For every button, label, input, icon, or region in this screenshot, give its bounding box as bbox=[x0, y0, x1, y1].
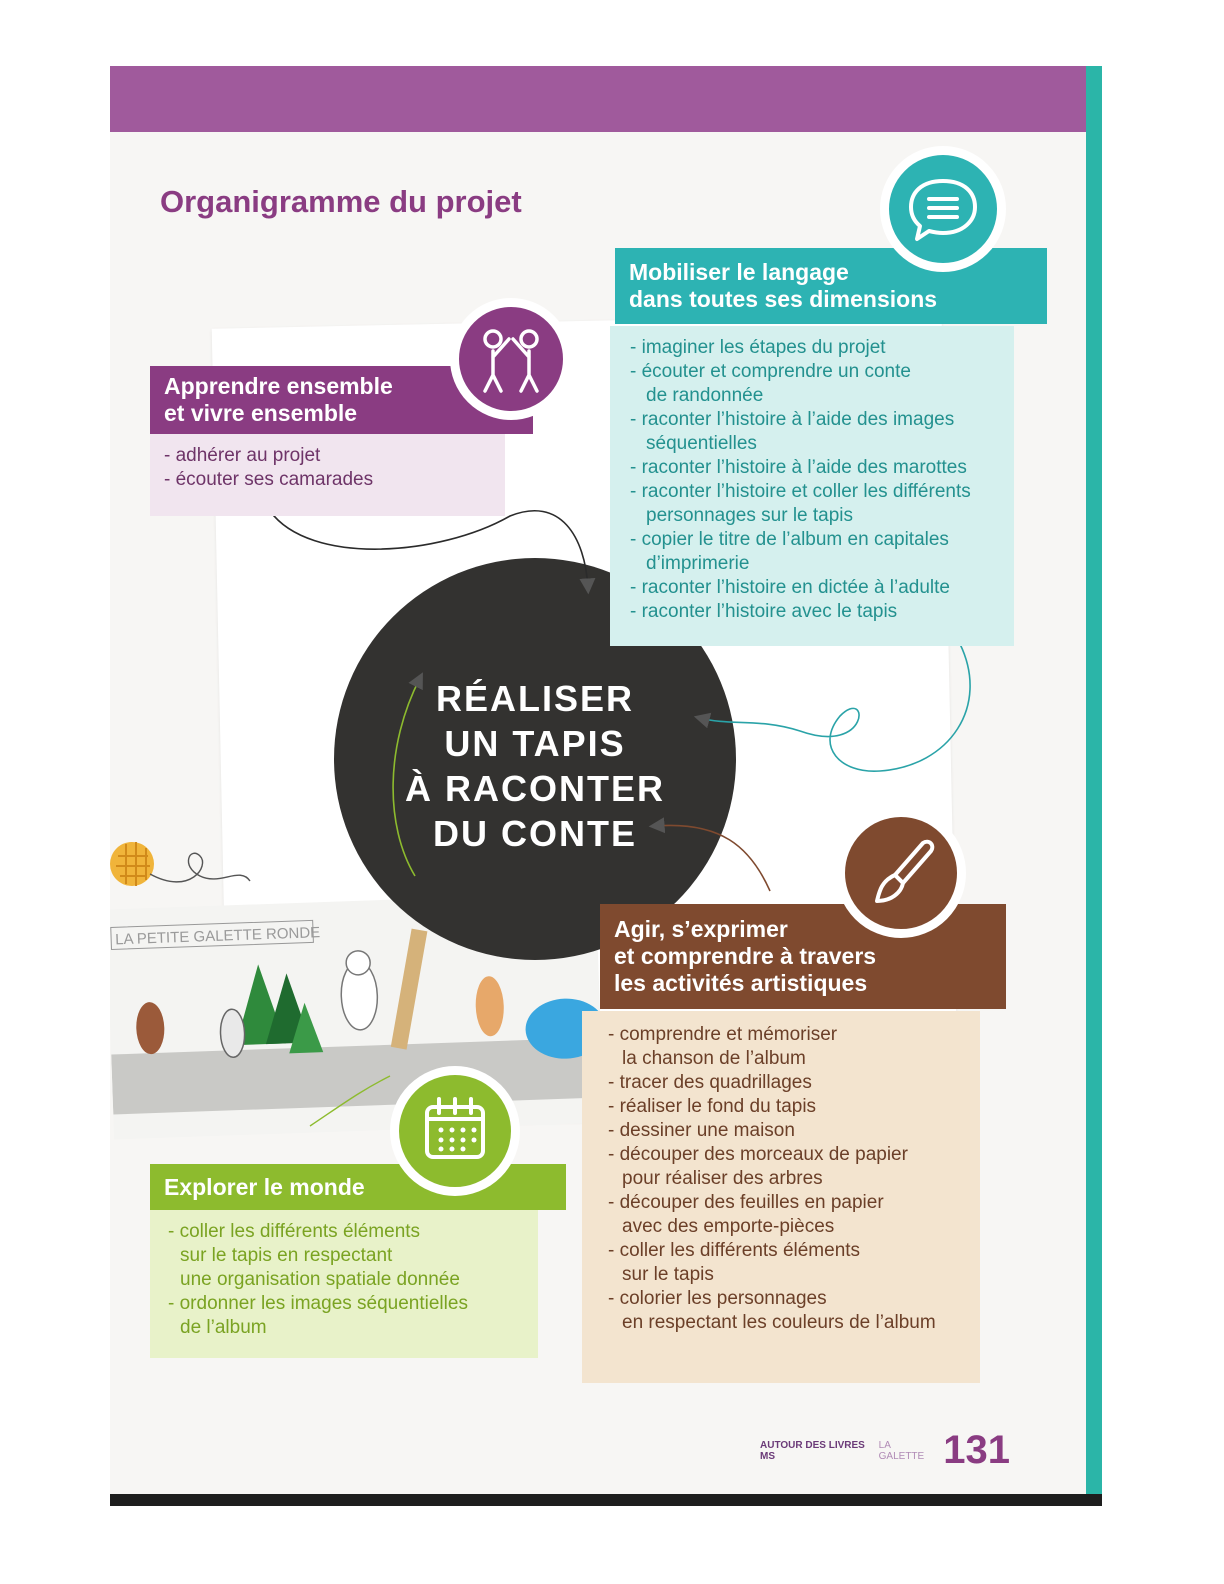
artistique-item: - coller les différents éléments bbox=[608, 1240, 861, 1261]
people-icon bbox=[459, 307, 563, 411]
artistique-item: sur le tapis bbox=[622, 1264, 714, 1285]
artistique-item: - tracer des quadrillages bbox=[608, 1072, 812, 1093]
monde-item: de l’album bbox=[180, 1317, 267, 1338]
artistique-title-line: Agir, s’exprimer bbox=[614, 916, 788, 942]
langage-title-line: dans toutes ses dimensions bbox=[629, 286, 938, 312]
langage-icon-circle bbox=[880, 146, 1006, 272]
monde-icon-circle bbox=[390, 1066, 520, 1196]
monde-item: sur le tapis en respectant bbox=[180, 1245, 393, 1266]
monde-item: - ordonner les images séquentielles bbox=[168, 1293, 468, 1314]
langage-title-line: Mobiliser le langage bbox=[629, 259, 849, 285]
artistique-item: - dessiner une maison bbox=[608, 1120, 795, 1141]
artistique-item: - découper des feuilles en papier bbox=[608, 1192, 884, 1213]
monde-item: - coller les différents éléments bbox=[168, 1221, 421, 1242]
central-line: À RACONTER bbox=[405, 768, 665, 809]
artistique-item: la chanson de l’album bbox=[622, 1048, 806, 1069]
footer-album: LA GALETTE bbox=[878, 1440, 925, 1462]
artistique-item: pour réaliser des arbres bbox=[622, 1168, 823, 1189]
langage-item: - raconter l’histoire en dictée à l’adulte bbox=[630, 577, 951, 598]
artistique-item: - découper des morceaux de papier bbox=[608, 1144, 908, 1165]
central-line: DU CONTE bbox=[433, 813, 637, 854]
speech-bubble-icon bbox=[889, 155, 997, 263]
paintbrush-icon bbox=[845, 817, 957, 929]
langage-items bbox=[610, 326, 1014, 646]
calendar-icon bbox=[399, 1075, 511, 1187]
artistique-item: - comprendre et mémoriser bbox=[608, 1024, 838, 1045]
page-number: 131 bbox=[943, 1428, 1010, 1472]
monde-items bbox=[150, 1210, 538, 1358]
page-footer bbox=[760, 1420, 1010, 1470]
artistique-item: avec des emporte-pièces bbox=[622, 1216, 835, 1237]
book-edge bbox=[110, 1494, 1102, 1506]
langage-item: - raconter l’histoire à l’aide des marottes bbox=[630, 457, 967, 478]
langage-item: - copier le titre de l’album en capitales bbox=[630, 529, 949, 550]
drawing-title: LA PETITE GALETTE RONDE bbox=[114, 924, 321, 949]
central-line: RÉALISER bbox=[435, 678, 635, 719]
langage-item: - imaginer les étapes du projet bbox=[630, 337, 886, 358]
arrow-from-monde-icon bbox=[310, 1076, 390, 1126]
apprendre-title-line: Apprendre ensemble bbox=[164, 373, 393, 399]
artistique-item: - réaliser le fond du tapis bbox=[608, 1096, 817, 1117]
apprendre-title-line: et vivre ensemble bbox=[164, 400, 358, 426]
arrow-from-artistique bbox=[655, 825, 770, 891]
artistique-title-line: et comprendre à travers bbox=[614, 943, 877, 969]
apprendre-item: - écouter ses camarades bbox=[164, 469, 374, 490]
arrow-from-langage bbox=[700, 644, 970, 771]
apprendre-item: - adhérer au projet bbox=[164, 445, 321, 466]
next-page-edge bbox=[1086, 66, 1102, 1504]
galette-string bbox=[150, 853, 250, 882]
book-page bbox=[110, 66, 1088, 1504]
artistique-item: en respectant les couleurs de l’album bbox=[622, 1312, 936, 1333]
langage-item: - écouter et comprendre un conte bbox=[630, 361, 911, 382]
central-line: UN TAPIS bbox=[444, 723, 626, 764]
langage-item: personnages sur le tapis bbox=[646, 505, 854, 526]
langage-item: - raconter l’histoire à l’aide des images bbox=[630, 409, 955, 430]
langage-item: d’imprimerie bbox=[646, 553, 750, 574]
artistique-title-line: les activités artistiques bbox=[614, 970, 868, 996]
apprendre-items bbox=[150, 434, 505, 516]
page-heading: Organigramme du projet bbox=[160, 184, 522, 219]
langage-item: de randonnée bbox=[646, 385, 764, 406]
artistique-items bbox=[582, 1011, 980, 1383]
langage-item: - raconter l’histoire et coller les différents bbox=[630, 481, 971, 502]
arrow-from-monde bbox=[393, 678, 420, 876]
langage-item: - raconter l’histoire avec le tapis bbox=[630, 601, 898, 622]
artistique-icon-circle bbox=[836, 808, 966, 938]
langage-item: séquentielles bbox=[646, 433, 757, 454]
apprendre-icon-circle bbox=[450, 298, 572, 420]
artistique-item: - colorier les personnages bbox=[608, 1288, 827, 1309]
monde-item: une organisation spatiale donnée bbox=[180, 1269, 460, 1290]
arrow-from-apprendre bbox=[270, 511, 588, 588]
footer-book: AUTOUR DES LIVRES MS bbox=[760, 1440, 865, 1462]
monde-title-line: Explorer le monde bbox=[164, 1173, 365, 1200]
